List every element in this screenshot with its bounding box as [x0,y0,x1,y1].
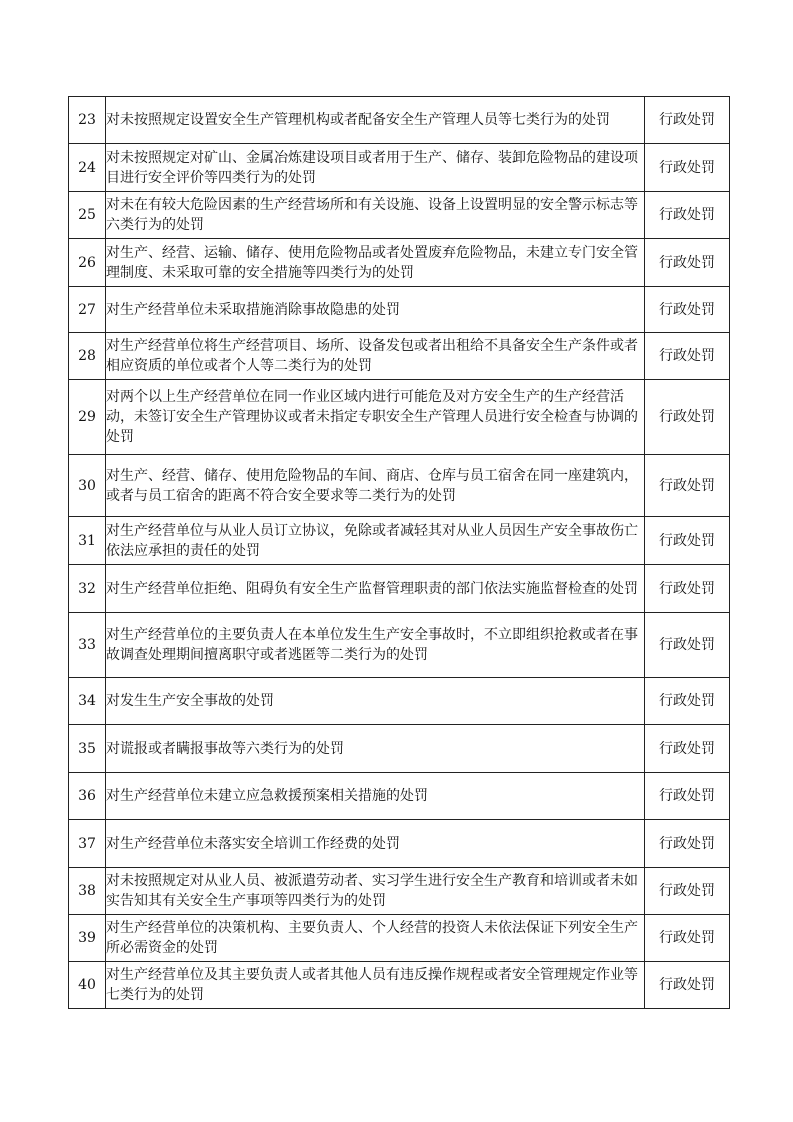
item-type: 行政处罚 [645,565,730,613]
item-type: 行政处罚 [645,287,730,333]
table-row [69,380,730,455]
table-row [69,613,730,678]
item-description: 对未按照规定对从业人员、被派遣劳动者、实习学生进行安全生产教育和培训或者未如实告知其有关安全生产事项等四类行为的处罚 [106,868,645,915]
row-number: 34 [69,678,106,725]
row-number: 25 [69,192,106,239]
table-row [69,915,730,962]
item-description: 对生产经营单位未落实安全培训工作经费的处罚 [106,820,645,868]
item-type: 行政处罚 [645,517,730,565]
item-description: 对生产经营单位未采取措施消除事故隐患的处罚 [106,287,645,333]
row-number: 33 [69,613,106,678]
table-row [69,97,730,144]
item-description: 对生产经营单位的决策机构、主要负责人、个人经营的投资人未依法保证下列安全生产所必需资金的处罚 [106,915,645,962]
penalty-table-body [69,97,730,1009]
table-row [69,962,730,1009]
item-type: 行政处罚 [645,333,730,380]
table-row [69,239,730,287]
item-description: 对生产、经营、储存、使用危险物品的车间、商店、仓库与员工宿舍在同一座建筑内，或者与员工宿舍的距离不符合安全要求等二类行为的处罚 [106,455,645,517]
row-number: 29 [69,380,106,455]
item-description: 对未按照规定设置安全生产管理机构或者配备安全生产管理人员等七类行为的处罚 [106,97,645,144]
item-description: 对两个以上生产经营单位在同一作业区域内进行可能危及对方安全生产的生产经营活动，未签订安全生产管理协议或者未指定专职安全生产管理人员进行安全检查与协调的处罚 [106,380,645,455]
item-description: 对生产经营单位及其主要负责人或者其他人员有违反操作规程或者安全管理规定作业等七类行为的处罚 [106,962,645,1009]
item-type: 行政处罚 [645,97,730,144]
table-row [69,192,730,239]
item-type: 行政处罚 [645,192,730,239]
row-number: 36 [69,773,106,820]
item-type: 行政处罚 [645,725,730,773]
item-type: 行政处罚 [645,820,730,868]
item-description: 对未按照规定对矿山、金属冶炼建设项目或者用于生产、储存、装卸危险物品的建设项目进行安全评价等四类行为的处罚 [106,144,645,192]
table-row [69,868,730,915]
row-number: 38 [69,868,106,915]
item-description: 对生产经营单位与从业人员订立协议，免除或者减轻其对从业人员因生产安全事故伤亡依法应承担的责任的处罚 [106,517,645,565]
item-description: 对生产、经营、运输、储存、使用危险物品或者处置废弃危险物品，未建立专门安全管理制度、未采取可靠的安全措施等四类行为的处罚 [106,239,645,287]
item-type: 行政处罚 [645,144,730,192]
table-row [69,820,730,868]
item-description: 对未在有较大危险因素的生产经营场所和有关设施、设备上设置明显的安全警示标志等六类行为的处罚 [106,192,645,239]
row-number: 39 [69,915,106,962]
item-type: 行政处罚 [645,613,730,678]
row-number: 32 [69,565,106,613]
row-number: 24 [69,144,106,192]
table-row [69,287,730,333]
table-row [69,333,730,380]
item-type: 行政处罚 [645,239,730,287]
row-number: 27 [69,287,106,333]
item-type: 行政处罚 [645,380,730,455]
item-type: 行政处罚 [645,915,730,962]
row-number: 35 [69,725,106,773]
item-description: 对生产经营单位的主要负责人在本单位发生生产安全事故时，不立即组织抢救或者在事故调查处理期间擅离职守或者逃匿等二类行为的处罚 [106,613,645,678]
item-description: 对生产经营单位将生产经营项目、场所、设备发包或者出租给不具备安全生产条件或者相应资质的单位或者个人等二类行为的处罚 [106,333,645,380]
table-row [69,455,730,517]
row-number: 28 [69,333,106,380]
row-number: 37 [69,820,106,868]
row-number: 30 [69,455,106,517]
table-row [69,773,730,820]
row-number: 23 [69,97,106,144]
row-number: 31 [69,517,106,565]
penalty-table [68,96,730,1009]
item-type: 行政处罚 [645,868,730,915]
item-description: 对发生生产安全事故的处罚 [106,678,645,725]
table-row [69,144,730,192]
table-row [69,678,730,725]
table-row [69,565,730,613]
item-description: 对生产经营单位拒绝、阻碍负有安全生产监督管理职责的部门依法实施监督检查的处罚 [106,565,645,613]
table-row [69,517,730,565]
item-description: 对生产经营单位未建立应急救援预案相关措施的处罚 [106,773,645,820]
row-number: 26 [69,239,106,287]
item-type: 行政处罚 [645,773,730,820]
item-description: 对谎报或者瞒报事故等六类行为的处罚 [106,725,645,773]
table-row [69,725,730,773]
item-type: 行政处罚 [645,455,730,517]
item-type: 行政处罚 [645,678,730,725]
row-number: 40 [69,962,106,1009]
item-type: 行政处罚 [645,962,730,1009]
